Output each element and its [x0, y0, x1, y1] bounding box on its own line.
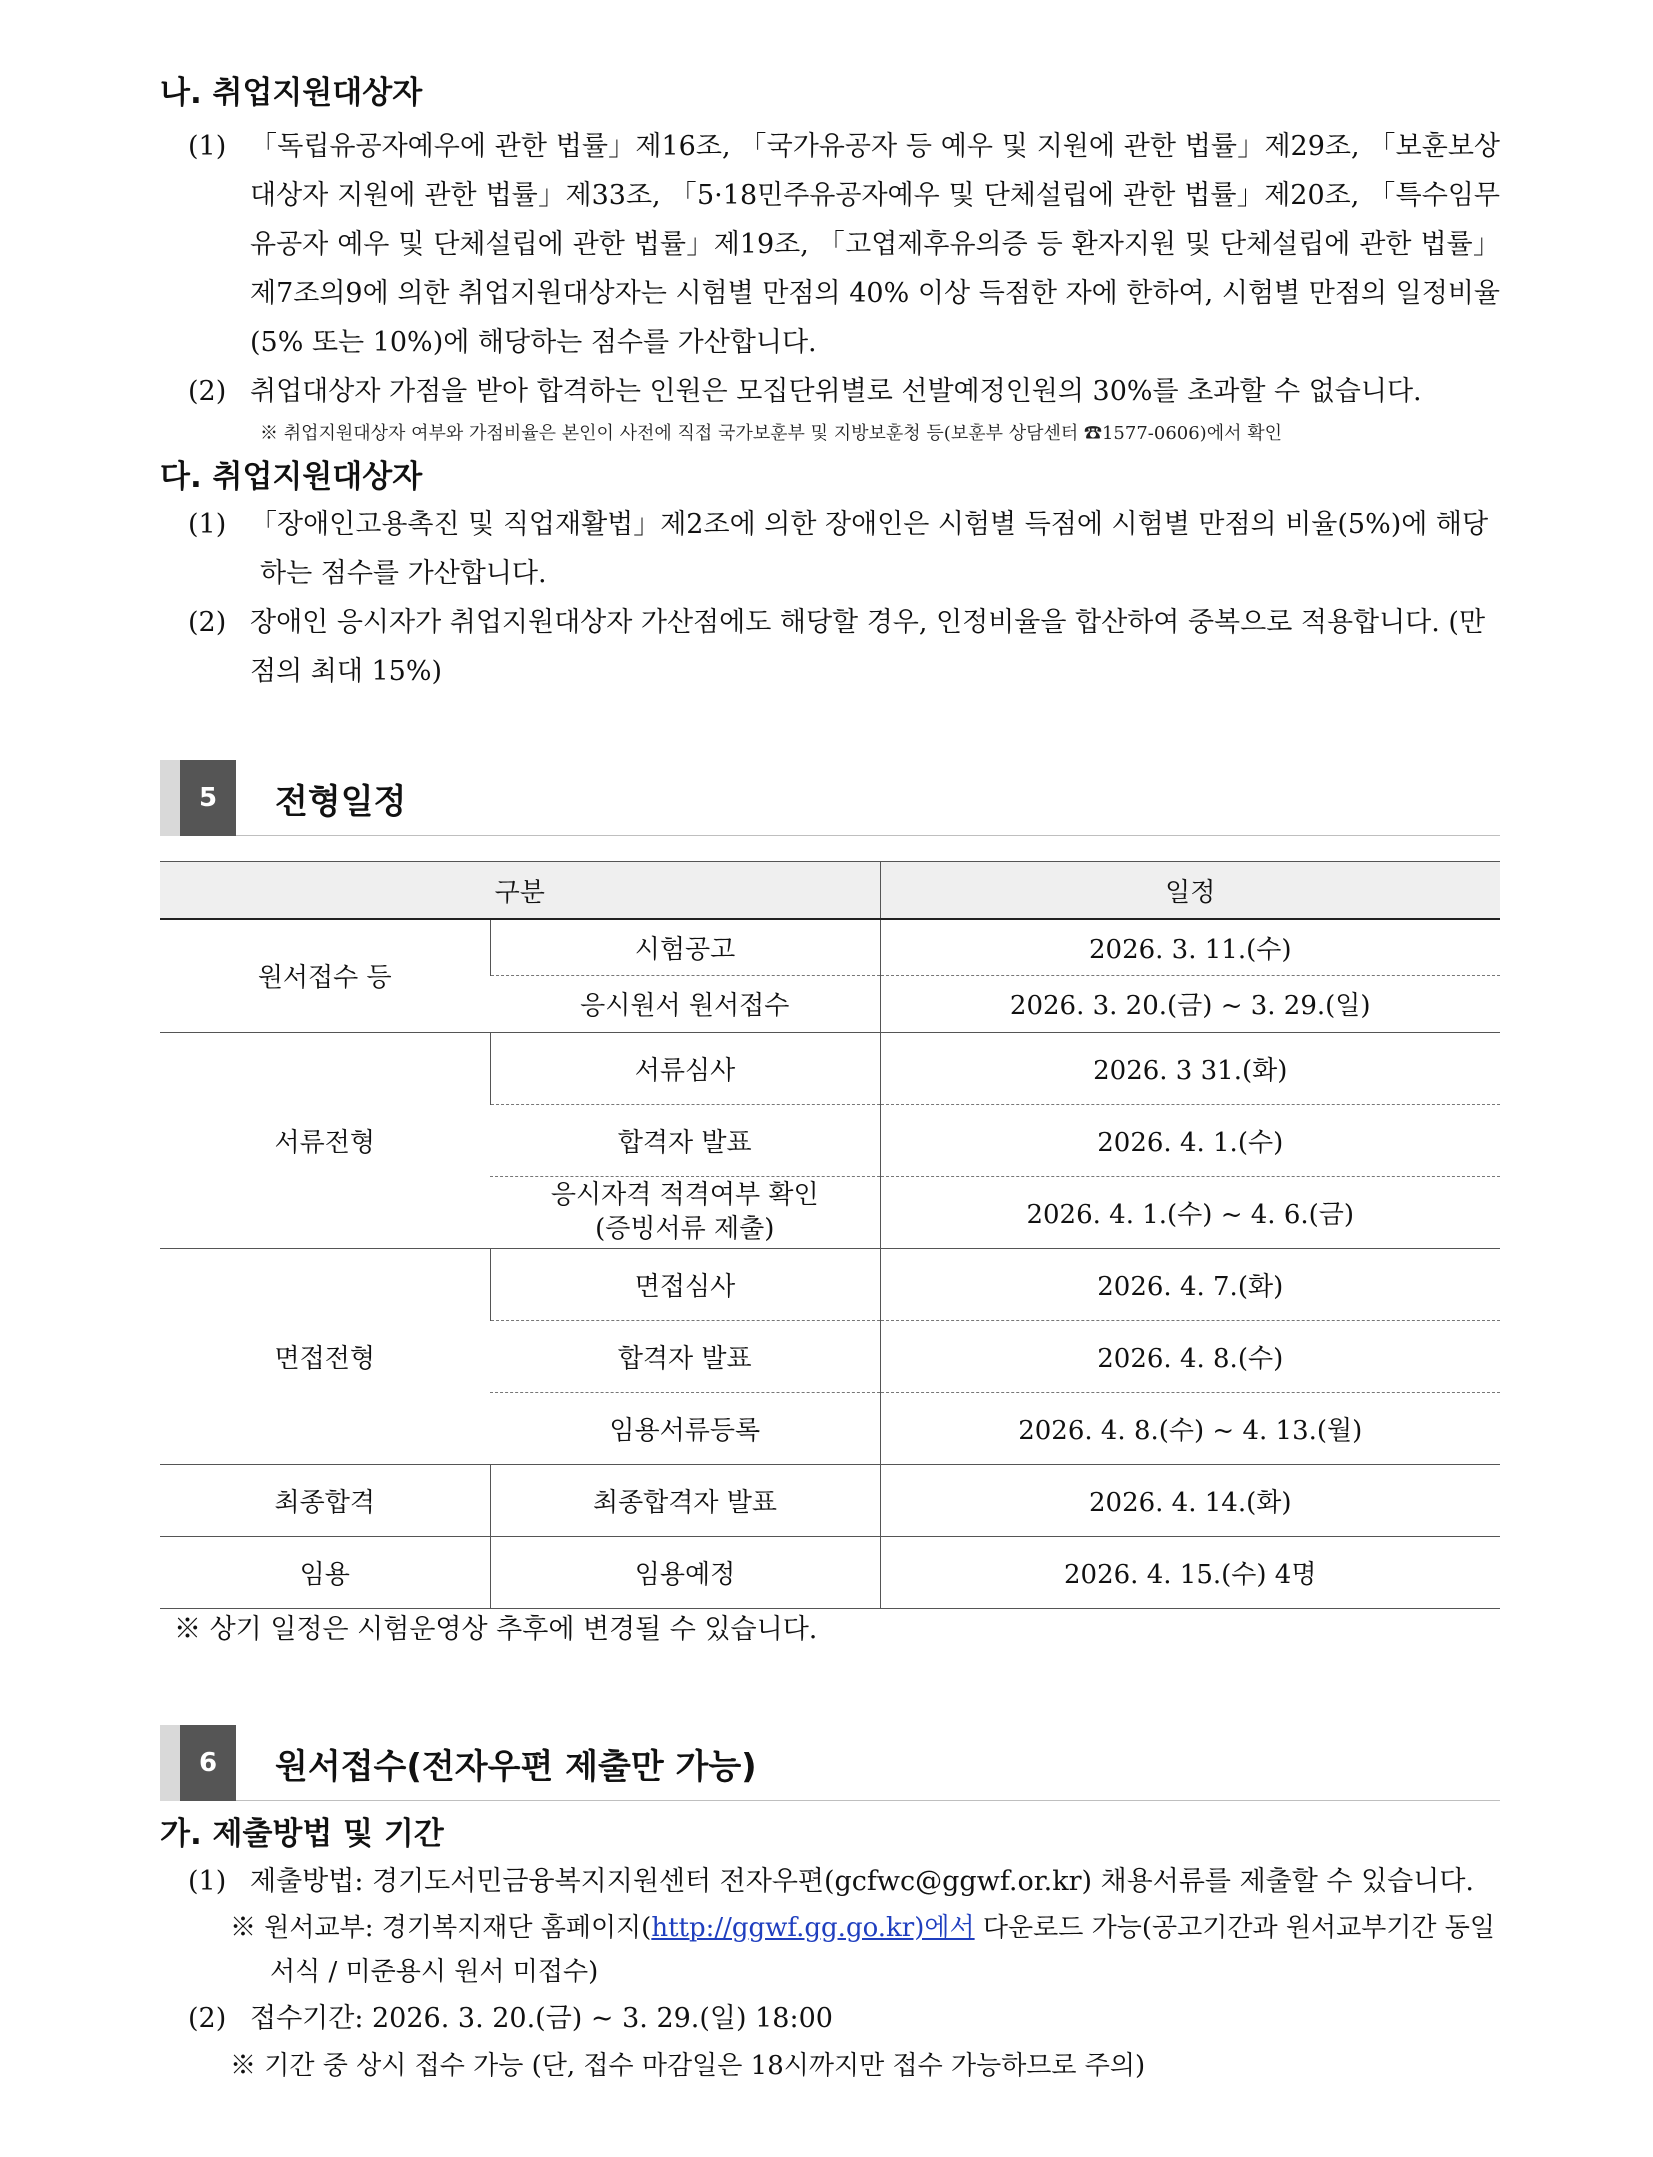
table-row	[160, 1536, 1500, 1608]
schedule-table	[160, 861, 1500, 1609]
item-text: 제출방법: 경기도서민금융복지지원센터 전자우편(gcfwc@ggwf.or.kr) 채용서류를 제출할 수 있습니다.	[250, 1865, 1474, 1897]
section-number: 6	[180, 1725, 236, 1801]
table-header-row	[160, 862, 1500, 920]
section-da-item-1	[160, 500, 1500, 598]
header-schedule: 일정	[880, 862, 1500, 920]
item-text: 접수기간: 2026. 3. 20.(금) ~ 3. 29.(일) 18:00	[250, 2002, 833, 2034]
table-row	[160, 919, 1500, 975]
item-text: 장애인 응시자가 취업지원대상자 가산점에도 해당할 경우, 인정비율을 합산하여 중복으로 적용합니다. (만점의 최대 15%)	[250, 607, 1486, 687]
note-suffix: 다운로드 가능(공고기간과 원서교부기간 동일서식 / 미준용시 원서 미접수)	[270, 1912, 1496, 1987]
group-name: 최종합격	[160, 1464, 490, 1536]
date-cell: 2026. 3. 11.(수)	[880, 919, 1500, 975]
item-number: (1)	[188, 509, 227, 540]
date-cell: 2026. 3 31.(화)	[880, 1032, 1500, 1104]
homepage-link[interactable]: http://ggwf.gg.go.kr)에서	[651, 1912, 975, 1943]
section-da-heading: 다. 취업지원대상자	[160, 459, 423, 495]
step-line-2: (증빙서류 제출)	[595, 1214, 775, 1244]
group-name: 서류전형	[160, 1032, 490, 1248]
date-cell: 2026. 4. 1.(수) ~ 4. 6.(금)	[880, 1176, 1500, 1248]
step-cell: 합격자 발표	[490, 1320, 880, 1392]
step-cell: 최종합격자 발표	[490, 1464, 880, 1536]
section-6-header	[160, 1725, 1500, 1801]
step-cell: 면접심사	[490, 1248, 880, 1320]
item-number: (2)	[188, 607, 227, 638]
table-row	[160, 1464, 1500, 1536]
item-text: 취업대상자 가점을 받아 합격하는 인원은 모집단위별로 선발예정인원의 30%를 초과할 수 없습니다.	[250, 376, 1422, 407]
section-6-sub-heading: 가. 제출방법 및 기간	[160, 1815, 444, 1852]
date-cell: 2026. 4. 7.(화)	[880, 1248, 1500, 1320]
group-name: 임용	[160, 1536, 490, 1608]
date-cell: 2026. 3. 20.(금) ~ 3. 29.(일)	[880, 975, 1500, 1032]
date-cell: 2026. 4. 1.(수)	[880, 1104, 1500, 1176]
item-number: (2)	[188, 2002, 227, 2034]
item-text: 「독립유공자예우에 관한 법률」제16조, 「국가유공자 등 예우 및 지원에 관한 법률」제29조, 「보훈보상대상자 지원에 관한 법률」제33조, 「5·18민주유공자예우 및 단체설립에 관한 법률」제20조, 「특수임무유공자 예우 및 단체설립에 관한 법률」제19조, 「고엽제후유의증 등 환자지원 및 단체설립에 관한 법률」 제7조의9에 의한 취업지원대상자는 시험별 만점의 40% 이상 득점한 자에 한하여, 시험별 만점의 일정비율(5% 또는 10%)에 해당하는 점수를 가산합니다.	[250, 131, 1500, 358]
section-da-item-2	[160, 598, 1500, 696]
step-cell: 서류심사	[490, 1032, 880, 1104]
table-row	[160, 1248, 1500, 1320]
step-cell	[490, 1176, 880, 1248]
date-cell: 2026. 4. 15.(수) 4명	[880, 1536, 1500, 1608]
section-title: 전형일정	[275, 782, 407, 822]
section-6-item-2	[160, 1994, 1500, 2043]
item-number: (1)	[188, 131, 227, 162]
step-cell: 응시원서 원서접수	[490, 975, 880, 1032]
section-na-heading: 나. 취업지원대상자	[160, 75, 423, 111]
section-number-box	[160, 1725, 236, 1801]
section-divider	[236, 835, 1500, 836]
schedule-note: ※ 상기 일정은 시험운영상 추후에 변경될 수 있습니다.	[174, 1613, 818, 1645]
document-page	[160, 70, 1500, 2090]
step-cell: 시험공고	[490, 919, 880, 975]
section-na-item-1	[160, 122, 1500, 367]
section-number: 5	[180, 760, 236, 836]
group-name: 면접전형	[160, 1248, 490, 1464]
section-6-note-2: ※ 기간 중 상시 접수 가능 (단, 접수 마감일은 18시까지만 접수 가능하므로 주의)	[230, 2050, 1146, 2081]
table-row	[160, 1032, 1500, 1104]
note-prefix: ※ 원서교부: 경기복지재단 홈페이지(	[230, 1912, 652, 1943]
section-title: 원서접수(전자우편 제출만 가능)	[275, 1746, 757, 1787]
date-cell: 2026. 4. 14.(화)	[880, 1464, 1500, 1536]
section-6-item-1	[160, 1857, 1500, 1906]
step-line-1: 응시자격 적격여부 확인	[550, 1180, 819, 1210]
step-cell: 임용서류등록	[490, 1392, 880, 1464]
item-text: 「장애인고용촉진 및 직업재활법」제2조에 의한 장애인은 시험별 득점에 시험별 만점의 비율(5%)에 해당하는 점수를 가산합니다.	[250, 509, 1489, 589]
step-cell: 합격자 발표	[490, 1104, 880, 1176]
date-cell: 2026. 4. 8.(수) ~ 4. 13.(월)	[880, 1392, 1500, 1464]
group-name: 원서접수 등	[160, 919, 490, 1032]
date-cell: 2026. 4. 8.(수)	[880, 1320, 1500, 1392]
header-category: 구분	[160, 862, 880, 920]
section-na-note: ※ 취업지원대상자 여부와 가점비율은 본인이 사전에 직접 국가보훈부 및 지방보훈청 등(보훈부 상담센터 ☎1577-0606)에서 확인	[260, 423, 1282, 444]
item-number: (2)	[188, 376, 227, 407]
section-divider	[236, 1800, 1500, 1801]
item-number: (1)	[188, 1865, 227, 1897]
section-6-note-1	[160, 1906, 1500, 1994]
step-cell: 임용예정	[490, 1536, 880, 1608]
section-na-item-2	[160, 367, 1500, 416]
section-5-header	[160, 760, 1500, 836]
section-number-box	[160, 760, 236, 836]
